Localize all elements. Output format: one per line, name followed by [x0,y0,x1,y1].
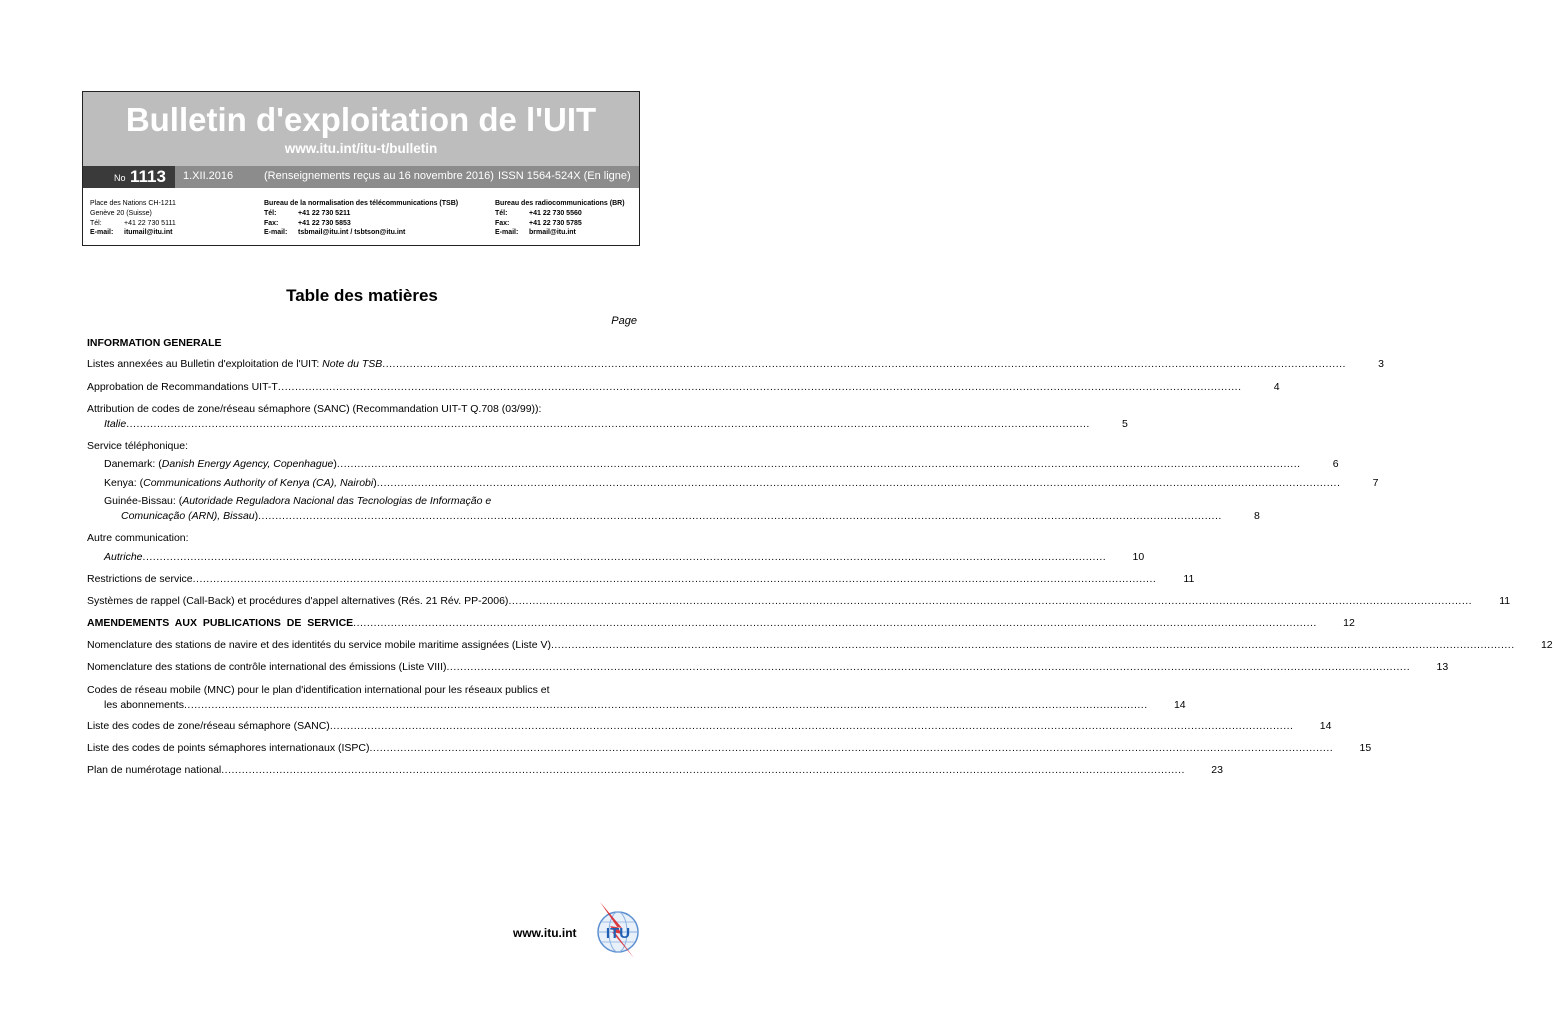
toc-entry[interactable] [87,357,1384,372]
page-number: 8 [1253,510,1260,522]
toc-entry[interactable] [87,494,1260,524]
fax-label: Fax: [264,219,279,227]
leader-dots [193,572,1157,587]
email-value[interactable]: itumail@itu.int [124,229,173,237]
entry-text: Codes de réseau mobile (MNC) pour le plan d'identification international pour les réseaux publics et [87,684,550,696]
toc-entry[interactable] [87,402,1128,432]
page-column-label: Page [611,315,637,327]
entry-text: ) [333,458,337,470]
entry-text: Liste des codes de zone/réseau sémaphore (SANC) [87,720,330,732]
tel-label: Tél: [90,219,102,227]
leader-dots [278,380,1242,395]
entry-text: Attribution de codes de zone/réseau sémaphore (SANC) (Recommandation UIT-T Q.708 (03/99)): [87,403,542,415]
entry-text: AMENDEMENTS AUX PUBLICATIONS DE SERVICE [87,617,354,629]
tel-value: +41 22 730 5211 [298,209,351,217]
leader-dots [377,476,1341,491]
bulletin-title: Bulletin d'exploitation de l'UIT [125,101,597,138]
tel-value: +41 22 730 5560 [529,209,582,217]
issue-info: (Renseignements reçus au 16 novembre 2016) [264,170,494,182]
page-number: 11 [1499,595,1511,607]
number-label: No [114,173,126,183]
entry-text: Nomenclature des stations de navire et des identités du service mobile maritime assignées (Liste V) [87,639,551,651]
entry-heading: Service téléphonique: [87,440,188,452]
leader-dots [382,357,1346,372]
header-top-panel [83,92,639,166]
email-label: E-mail: [264,229,288,237]
entry-text: Plan de numérotage national [87,764,222,776]
leader-dots [447,660,1411,675]
toc-entry[interactable] [87,572,1195,587]
entry-italic: Autoridade Reguladora Nacional das Tecnologias de Informação e [182,495,492,507]
entry-text: Listes annexées au Bulletin d'exploitation de l'UIT: [87,358,323,370]
leader-dots [184,698,1148,713]
email-value[interactable]: brmail@itu.int [529,229,576,237]
entry-heading: Autre communication: [87,532,189,544]
toc-entry[interactable] [87,616,1355,631]
entry-text: Liste des codes de points sémaphores internationaux (ISPC) [87,742,370,754]
toc-entry[interactable] [87,660,1449,675]
entry-text: Danemark: ( [104,458,162,470]
entry-text: Restrictions de service [87,573,193,585]
toc-group [87,531,637,546]
issue-date: 1.XII.2016 [183,170,234,182]
issn: ISSN 1564-524X (En ligne) [498,170,631,182]
page-number: 3 [1378,358,1384,370]
email-value[interactable]: tsbmail@itu.int / tsbtson@itu.int [298,229,406,237]
tel-value: +41 22 730 5111 [124,219,176,227]
toc-group [87,439,637,454]
page-number: 23 [1211,764,1223,776]
itu-logo-icon [590,900,642,960]
leader-dots [353,616,1317,631]
page-number: 14 [1319,720,1332,732]
entry-italic: Autriche [104,551,143,563]
page-number: 7 [1372,477,1379,489]
entry-text: ) [254,510,259,522]
toc-entry[interactable] [87,638,1553,653]
tel-label: Tél: [264,209,277,217]
entry-italic: Danish Energy Agency, Copenhague [161,458,334,470]
leader-dots [143,550,1107,565]
tel-label: Tél: [495,209,508,217]
page-number: 10 [1132,551,1145,563]
bulletin-header [82,91,640,246]
bureau-name: Bureau des radiocommunications (BR) [495,200,625,207]
leader-dots [551,638,1515,653]
leader-dots [221,763,1185,778]
issue-number-block [83,166,175,188]
toc-entry[interactable] [87,683,1186,713]
page-number: 15 [1359,742,1372,754]
toc-title: Table des matières [286,286,438,305]
entry-italic: Comunicação (ARN), Bissau [121,510,255,522]
entry-text: Kenya: ( [104,477,144,489]
fax-value: +41 22 730 5785 [529,219,582,227]
entry-italic: Italie [104,418,127,430]
bulletin-url[interactable]: www.itu.int/itu-t/bulletin [284,141,438,156]
entry-text: ) [373,477,377,489]
address-line: Genève 20 (Suisse) [90,209,152,217]
leader-dots [337,457,1301,472]
entry-text: Approbation de Recommandations UIT-T [87,381,278,393]
toc-entry[interactable] [87,476,1379,491]
leader-dots [370,741,1334,756]
issue-number: 1113 [130,167,166,186]
logo-text: ITU [605,925,631,942]
section-heading-general: INFORMATION GENERALE [87,337,222,349]
address-line: Place des Nations CH-1211 [90,200,176,207]
page-number: 12 [1343,617,1355,629]
toc-entry[interactable] [87,741,1372,756]
issue-band [83,166,639,188]
entry-text: Systèmes de rappel (Call-Back) et procédures d'appel alternatives (Rés. 21 Rév. PP-2006) [87,595,509,607]
toc-entry[interactable] [87,594,1511,609]
entry-italic: Note du TSB [322,358,383,370]
leader-dots [330,719,1294,734]
email-label: E-mail: [90,229,114,237]
leader-dots [258,509,1222,524]
itu-address [90,199,176,238]
leader-dots [126,417,1090,432]
tsb-address [264,199,458,238]
fax-label: Fax: [495,219,510,227]
leader-dots [508,594,1472,609]
page-number: 6 [1332,458,1339,470]
email-label: E-mail: [495,229,519,237]
page-number: 14 [1173,699,1186,711]
page-number: 5 [1122,418,1128,430]
toc-entry[interactable] [87,380,1280,395]
toc-entry[interactable] [87,550,1145,565]
entry-text: Guinée-Bissau: ( [104,495,183,507]
page-number: 13 [1436,661,1449,673]
page-number: 12 [1540,639,1553,651]
toc-entry[interactable] [87,763,1223,778]
footer-url[interactable]: www.itu.int [513,926,577,940]
entry-text: Nomenclature des stations de contrôle international des émissions (Liste VIII) [87,661,447,673]
br-address [495,199,625,238]
bureau-name: Bureau de la normalisation des télécommunications (TSB) [264,200,459,207]
toc-entry[interactable] [87,457,1339,472]
page-number: 11 [1183,573,1195,585]
toc-entry[interactable] [87,719,1332,734]
fax-value: +41 22 730 5853 [298,219,351,227]
entry-italic: Communications Authority of Kenya (CA), Nairobi [143,477,374,489]
entry-text: les abonnements [104,699,184,711]
page-number: 4 [1273,381,1280,393]
